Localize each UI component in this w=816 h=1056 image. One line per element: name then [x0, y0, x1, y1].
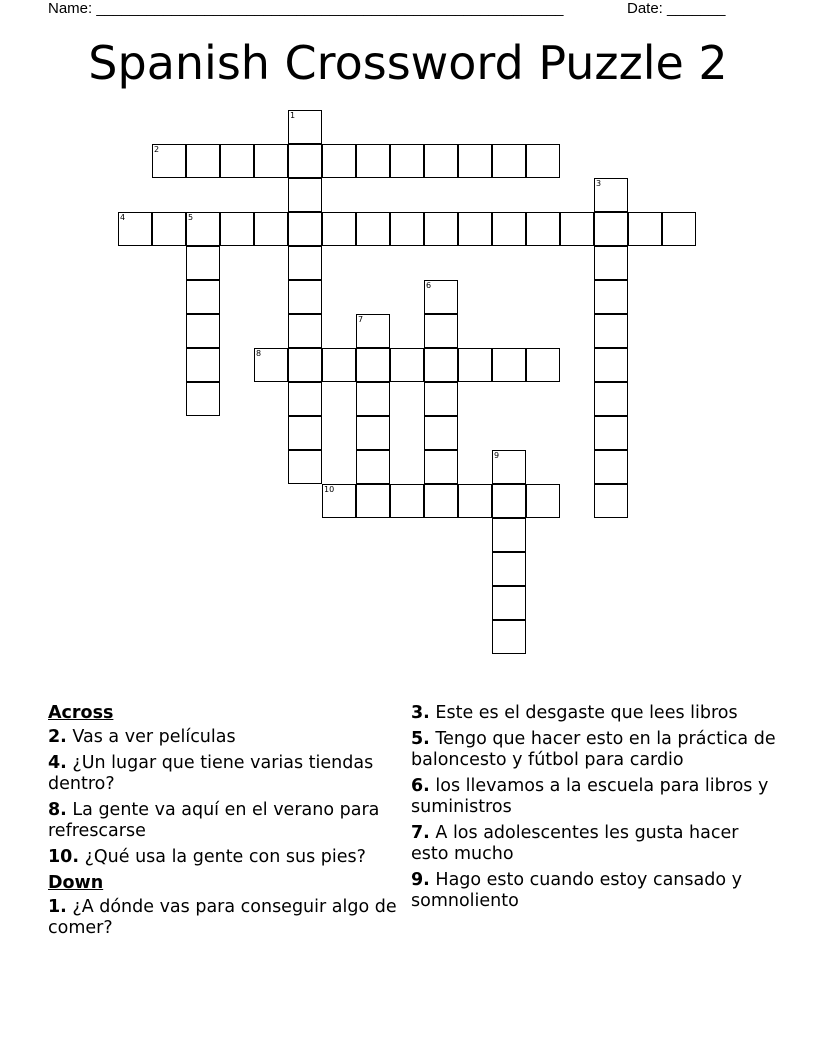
crossword-cell[interactable] — [458, 212, 492, 246]
crossword-cell[interactable] — [356, 416, 390, 450]
crossword-cell[interactable] — [220, 212, 254, 246]
crossword-cell[interactable] — [492, 348, 526, 382]
clue-text: ¿A dónde vas para conseguir algo de comer? — [48, 897, 397, 938]
crossword-cell[interactable] — [594, 416, 628, 450]
crossword-cell[interactable] — [526, 144, 560, 178]
cell-number: 9 — [494, 451, 500, 460]
crossword-cell[interactable] — [662, 212, 696, 246]
clues-column-right — [411, 703, 781, 917]
date-field-line[interactable]: Date: _______ — [627, 0, 726, 17]
crossword-cell[interactable] — [390, 144, 424, 178]
clue-text: ¿Un lugar que tiene varias tiendas dentro? — [48, 753, 374, 794]
crossword-cell[interactable] — [288, 246, 322, 280]
crossword-cell[interactable] — [424, 280, 458, 314]
clue-number: 4. — [48, 753, 67, 773]
crossword-cell[interactable] — [492, 552, 526, 586]
crossword-cell[interactable] — [288, 144, 322, 178]
crossword-cell[interactable] — [424, 212, 458, 246]
crossword-cell[interactable] — [526, 484, 560, 518]
clue-down-7 — [411, 823, 781, 865]
crossword-cell[interactable] — [288, 110, 322, 144]
crossword-cell[interactable] — [560, 212, 594, 246]
crossword-cell[interactable] — [356, 484, 390, 518]
clue-down-3 — [411, 703, 781, 724]
crossword-cell[interactable] — [186, 348, 220, 382]
cell-number: 7 — [358, 315, 364, 324]
clue-down-5 — [411, 729, 781, 771]
crossword-cell[interactable] — [288, 314, 322, 348]
clue-text: Este es el desgaste que lees libros — [435, 703, 738, 723]
clue-text: Vas a ver películas — [72, 727, 236, 747]
crossword-cell[interactable] — [492, 586, 526, 620]
clue-number: 8. — [48, 800, 67, 820]
crossword-cell[interactable] — [492, 144, 526, 178]
cell-number: 4 — [120, 213, 126, 222]
crossword-cell[interactable] — [288, 212, 322, 246]
crossword-cell[interactable] — [288, 416, 322, 450]
crossword-cell[interactable] — [186, 314, 220, 348]
clue-text: ¿Qué usa la gente con sus pies? — [84, 847, 366, 867]
crossword-cell[interactable] — [594, 484, 628, 518]
cell-number: 3 — [596, 179, 602, 188]
crossword-cell[interactable] — [526, 212, 560, 246]
cell-number: 6 — [426, 281, 432, 290]
crossword-cell[interactable] — [594, 178, 628, 212]
clue-across-10 — [48, 847, 400, 868]
crossword-cell[interactable] — [458, 348, 492, 382]
crossword-cell[interactable] — [356, 144, 390, 178]
cell-number: 1 — [290, 111, 296, 120]
crossword-cell[interactable] — [594, 348, 628, 382]
crossword-cell[interactable] — [288, 450, 322, 484]
crossword-cell[interactable] — [254, 212, 288, 246]
clue-across-2 — [48, 727, 400, 748]
clue-number: 3. — [411, 703, 430, 723]
crossword-cell[interactable] — [186, 382, 220, 416]
crossword-cell[interactable] — [254, 348, 288, 382]
clue-number: 10. — [48, 847, 80, 867]
crossword-cell[interactable] — [220, 144, 254, 178]
clue-text: La gente va aquí en el verano para refrescarse — [48, 800, 380, 841]
crossword-cell[interactable] — [322, 144, 356, 178]
clues-column-left — [48, 703, 400, 944]
cell-number: 5 — [188, 213, 194, 222]
crossword-cell[interactable] — [594, 314, 628, 348]
clue-text: Tengo que hacer esto en la práctica de baloncesto y fútbol para cardio — [411, 729, 776, 770]
crossword-cell[interactable] — [628, 212, 662, 246]
crossword-cell[interactable] — [322, 484, 356, 518]
crossword-cell[interactable] — [356, 382, 390, 416]
crossword-cell[interactable] — [288, 178, 322, 212]
crossword-cell[interactable] — [424, 450, 458, 484]
crossword-cell[interactable] — [526, 348, 560, 382]
crossword-cell[interactable] — [356, 314, 390, 348]
clue-text: A los adolescentes les gusta hacer esto mucho — [411, 823, 739, 864]
crossword-cell[interactable] — [390, 484, 424, 518]
crossword-cell[interactable] — [390, 348, 424, 382]
crossword-cell[interactable] — [594, 212, 628, 246]
crossword-cell[interactable] — [492, 484, 526, 518]
crossword-cell[interactable] — [186, 144, 220, 178]
crossword-cell[interactable] — [458, 144, 492, 178]
crossword-cell[interactable] — [594, 246, 628, 280]
crossword-cell[interactable] — [492, 212, 526, 246]
name-field-line[interactable]: Name: ________________________________________________________ — [48, 0, 564, 17]
clue-number: 9. — [411, 870, 430, 890]
clue-down-9 — [411, 870, 781, 912]
crossword-cell[interactable] — [322, 348, 356, 382]
crossword-cell[interactable] — [356, 212, 390, 246]
crossword-cell[interactable] — [594, 382, 628, 416]
crossword-cell[interactable] — [254, 144, 288, 178]
crossword-cell[interactable] — [492, 450, 526, 484]
cell-number: 8 — [256, 349, 262, 358]
clue-number: 1. — [48, 897, 67, 917]
crossword-cell[interactable] — [594, 280, 628, 314]
clue-text: los llevamos a la escuela para libros y suministros — [411, 776, 769, 817]
crossword-cell[interactable] — [492, 620, 526, 654]
crossword-cell[interactable] — [390, 212, 424, 246]
crossword-cell[interactable] — [356, 450, 390, 484]
crossword-cell[interactable] — [424, 314, 458, 348]
crossword-cell[interactable] — [594, 450, 628, 484]
crossword-cell[interactable] — [152, 212, 186, 246]
cell-number: 10 — [324, 485, 335, 494]
crossword-cell[interactable] — [186, 212, 220, 246]
crossword-cell[interactable] — [186, 246, 220, 280]
crossword-cell[interactable] — [322, 212, 356, 246]
crossword-cell[interactable] — [288, 280, 322, 314]
clue-number: 5. — [411, 729, 430, 749]
crossword-cell[interactable] — [424, 144, 458, 178]
clue-number: 7. — [411, 823, 430, 843]
crossword-cell[interactable] — [186, 280, 220, 314]
cell-number: 2 — [154, 145, 160, 154]
page-title: Spanish Crossword Puzzle 2 — [88, 36, 728, 90]
crossword-cell[interactable] — [492, 518, 526, 552]
crossword-cell[interactable] — [356, 348, 390, 382]
down-heading: Down — [48, 873, 104, 893]
crossword-cell[interactable] — [152, 144, 186, 178]
crossword-cell[interactable] — [424, 348, 458, 382]
clue-number: 6. — [411, 776, 430, 796]
crossword-cell[interactable] — [424, 484, 458, 518]
across-heading: Across — [48, 703, 114, 723]
crossword-cell[interactable] — [424, 382, 458, 416]
clue-text: Hago esto cuando estoy cansado y somnoliento — [411, 870, 742, 911]
clue-down-1 — [48, 897, 400, 939]
crossword-cell[interactable] — [288, 348, 322, 382]
clue-across-4 — [48, 753, 400, 795]
clue-down-6 — [411, 776, 781, 818]
crossword-cell[interactable] — [424, 416, 458, 450]
crossword-cell[interactable] — [288, 382, 322, 416]
clue-across-8 — [48, 800, 400, 842]
clue-number: 2. — [48, 727, 67, 747]
crossword-cell[interactable] — [458, 484, 492, 518]
crossword-cell[interactable] — [118, 212, 152, 246]
